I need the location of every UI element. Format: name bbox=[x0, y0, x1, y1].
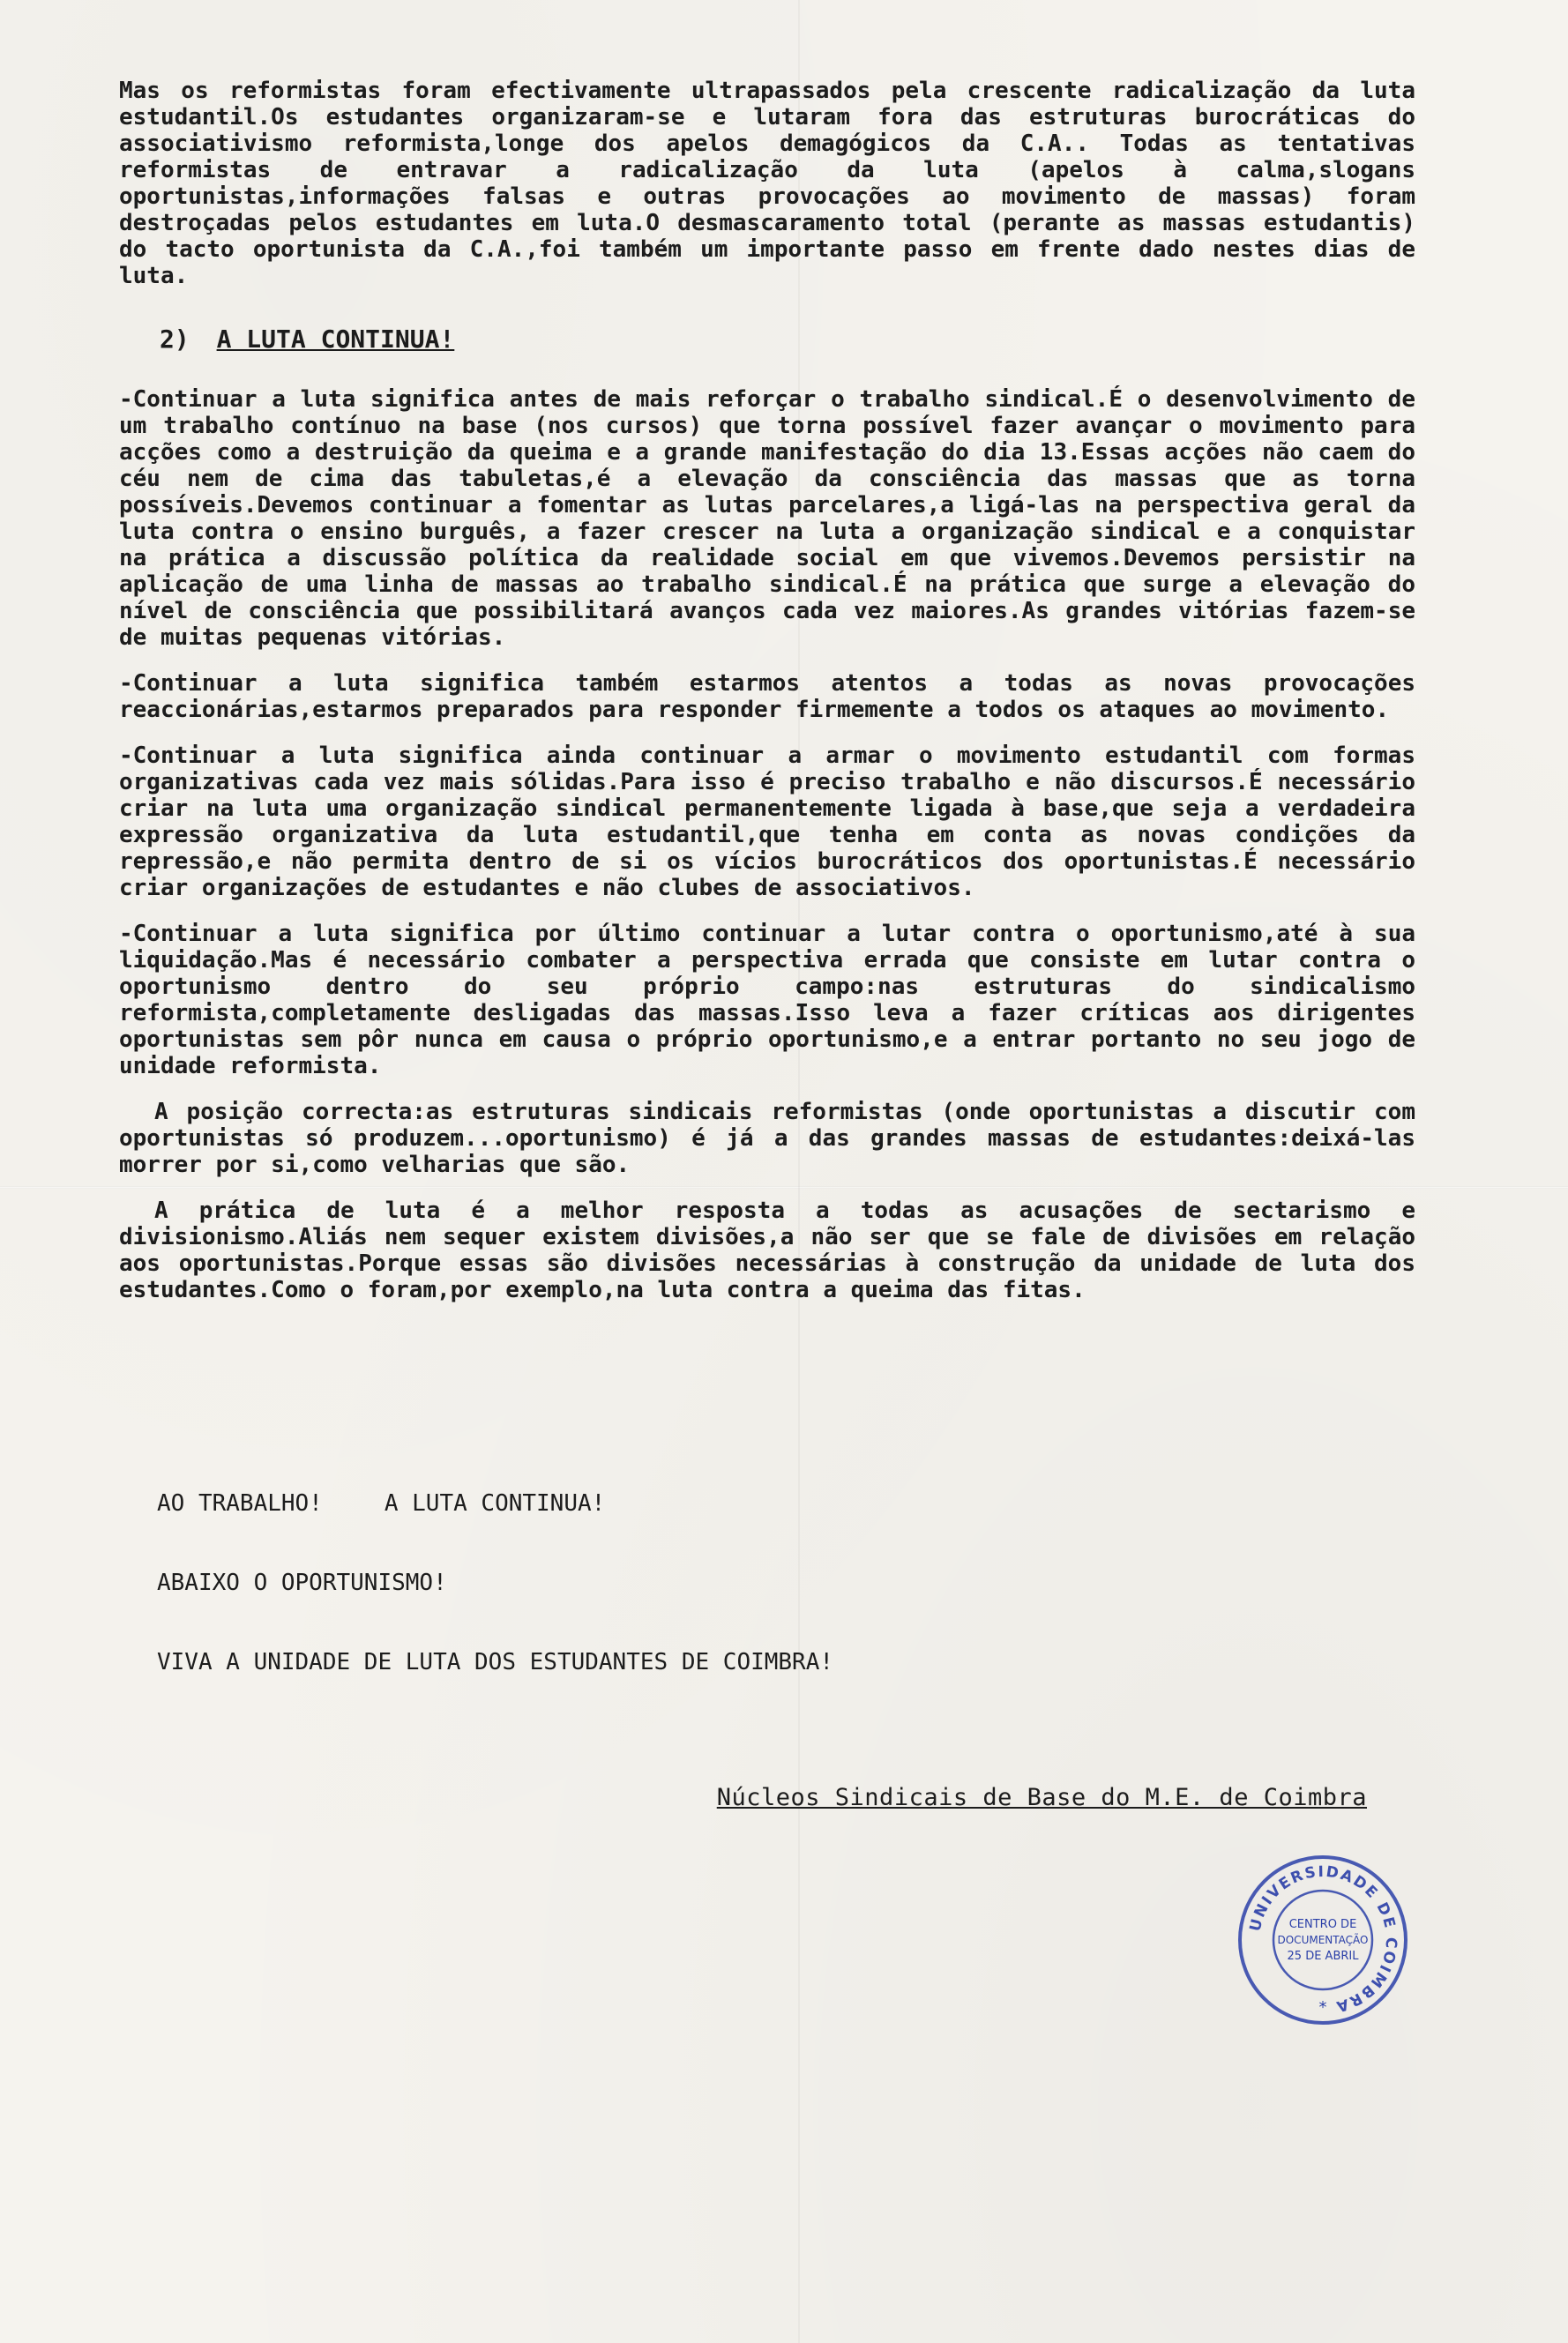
slogans bbox=[157, 1490, 833, 1728]
svg-text:CENTRO DE: CENTRO DE bbox=[1288, 1918, 1357, 1931]
signature: Núcleos Sindicais de Base do M.E. de Coimbra bbox=[716, 1784, 1367, 1811]
paragraph-trabalho-sindical: -Continuar a luta significa antes de mais reforçar o trabalho sindical.É o desenvolvimento de um trabalho contínuo na base (nos cursos) que torna possível fazer avançar o movimento para acções como a destruição da queima e a grande manifestação do dia 13.Essas acções não caem do céu nem de cima das tabuletas,é a elevação da consciência das massas que as torna possíveis.Devemos continuar a fomentar as lutas parcelares,a ligá-las na perspectiva geral da luta contra o ensino burguês, a fazer crescer na luta a organização sindical e a conquistar na prática a discussão política da realidade social em que vivemos.Devemos persistir na aplicação de uma linha de massas ao trabalho sindical.É na prática que surge a elevação do nível de consciência que possibilitará avanços cada vez maiores.As grandes vitórias fazem-se de muitas pequenas vitórias. bbox=[119, 386, 1415, 651]
svg-text:UNIVERSIDADE DE COIMBRA: UNIVERSIDADE DE COIMBRA bbox=[1246, 1862, 1400, 2016]
section2-title: A LUTA CONTINUA! bbox=[216, 325, 455, 354]
document-body bbox=[119, 78, 1415, 1303]
slogan-row-1 bbox=[157, 1490, 833, 1517]
slogan-ao-trabalho: AO TRABALHO! bbox=[157, 1490, 323, 1517]
slogan-abaixo-oportunismo: ABAIXO O OPORTUNISMO! bbox=[157, 1570, 447, 1596]
slogan-luta-continua: A LUTA CONTINUA! bbox=[384, 1490, 606, 1517]
archive-stamp bbox=[1235, 1852, 1411, 2028]
svg-text:DOCUMENTAÇÃO: DOCUMENTAÇÃO bbox=[1277, 1934, 1369, 1946]
svg-text:25 DE ABRIL: 25 DE ABRIL bbox=[1287, 1950, 1359, 1963]
svg-text:*: * bbox=[1318, 1998, 1327, 2017]
section2-heading bbox=[160, 326, 1415, 353]
stamp-seal-icon bbox=[1235, 1852, 1411, 2028]
paragraph-pratica-de-luta: A prática de luta é a melhor resposta a todas as acusações de sectarismo e divisionismo.Aliás nem sequer existem divisões,a não ser que se fale de divisões em relação aos oportunistas.Porque essas são divisões necessárias à construção da unidade de luta dos estudantes.Como o foram,por exemplo,na luta contra a queima das fitas. bbox=[119, 1198, 1415, 1303]
section2-number: 2) bbox=[160, 325, 190, 354]
paragraph-posicao-correcta: A posição correcta:as estruturas sindicais reformistas (onde oportunistas a discutir com oportunistas só produzem...oportunismo) é já a das grandes massas de estudantes:deixá-las morrer por si,como velharias que são. bbox=[119, 1099, 1415, 1178]
paragraph-oportunismo: -Continuar a luta significa por último continuar a lutar contra o oportunismo,até à sua liquidação.Mas é necessário combater a perspectiva errada que consiste em lutar contra o oportunismo dentro do seu próprio campo:nas estruturas do sindicalismo reformista,completamente desligadas das massas.Isso leva a fazer críticas aos dirigentes oportunistas sem pôr nunca em causa o próprio oportunismo,e a entrar portanto no seu jogo de unidade reformista. bbox=[119, 921, 1415, 1079]
paragraph-provocacoes: -Continuar a luta significa também estarmos atentos a todas as novas provocações reaccionárias,estarmos preparados para responder firmemente a todos os ataques ao movimento. bbox=[119, 670, 1415, 723]
section1-paragraph: Mas os reformistas foram efectivamente ultrapassados pela crescente radicalização da luta estudantil.Os estudantes organizaram-se e lutaram fora das estruturas burocráticas do associativismo reformista,longe dos apelos demagógicos da C.A.. Todas as tentativas reformistas de entravar a radicalização da luta (apelos à calma,slogans oportunistas,informações falsas e outras provocações ao movimento de massas) foram destroçadas pelos estudantes em luta.O desmascaramento total (perante as massas estudantis) do tacto oportunista da C.A.,foi também um importante passo em frente dado nestes dias de luta. bbox=[119, 78, 1415, 289]
paragraph-organizacao: -Continuar a luta significa ainda continuar a armar o movimento estudantil com formas organizativas cada vez mais sólidas.Para isso é preciso trabalho e não discursos.É necessário criar na luta uma organização sindical permanentemente ligada à base,que seja a verdadeira expressão organizativa da luta estudantil,que tenha em conta as novas condições da repressão,e não permita dentro de si os vícios burocráticos dos oportunistas.É necessário criar organizações de estudantes e não clubes de associativos. bbox=[119, 742, 1415, 901]
slogan-viva-unidade: VIVA A UNIDADE DE LUTA DOS ESTUDANTES DE COIMBRA! bbox=[157, 1649, 834, 1675]
